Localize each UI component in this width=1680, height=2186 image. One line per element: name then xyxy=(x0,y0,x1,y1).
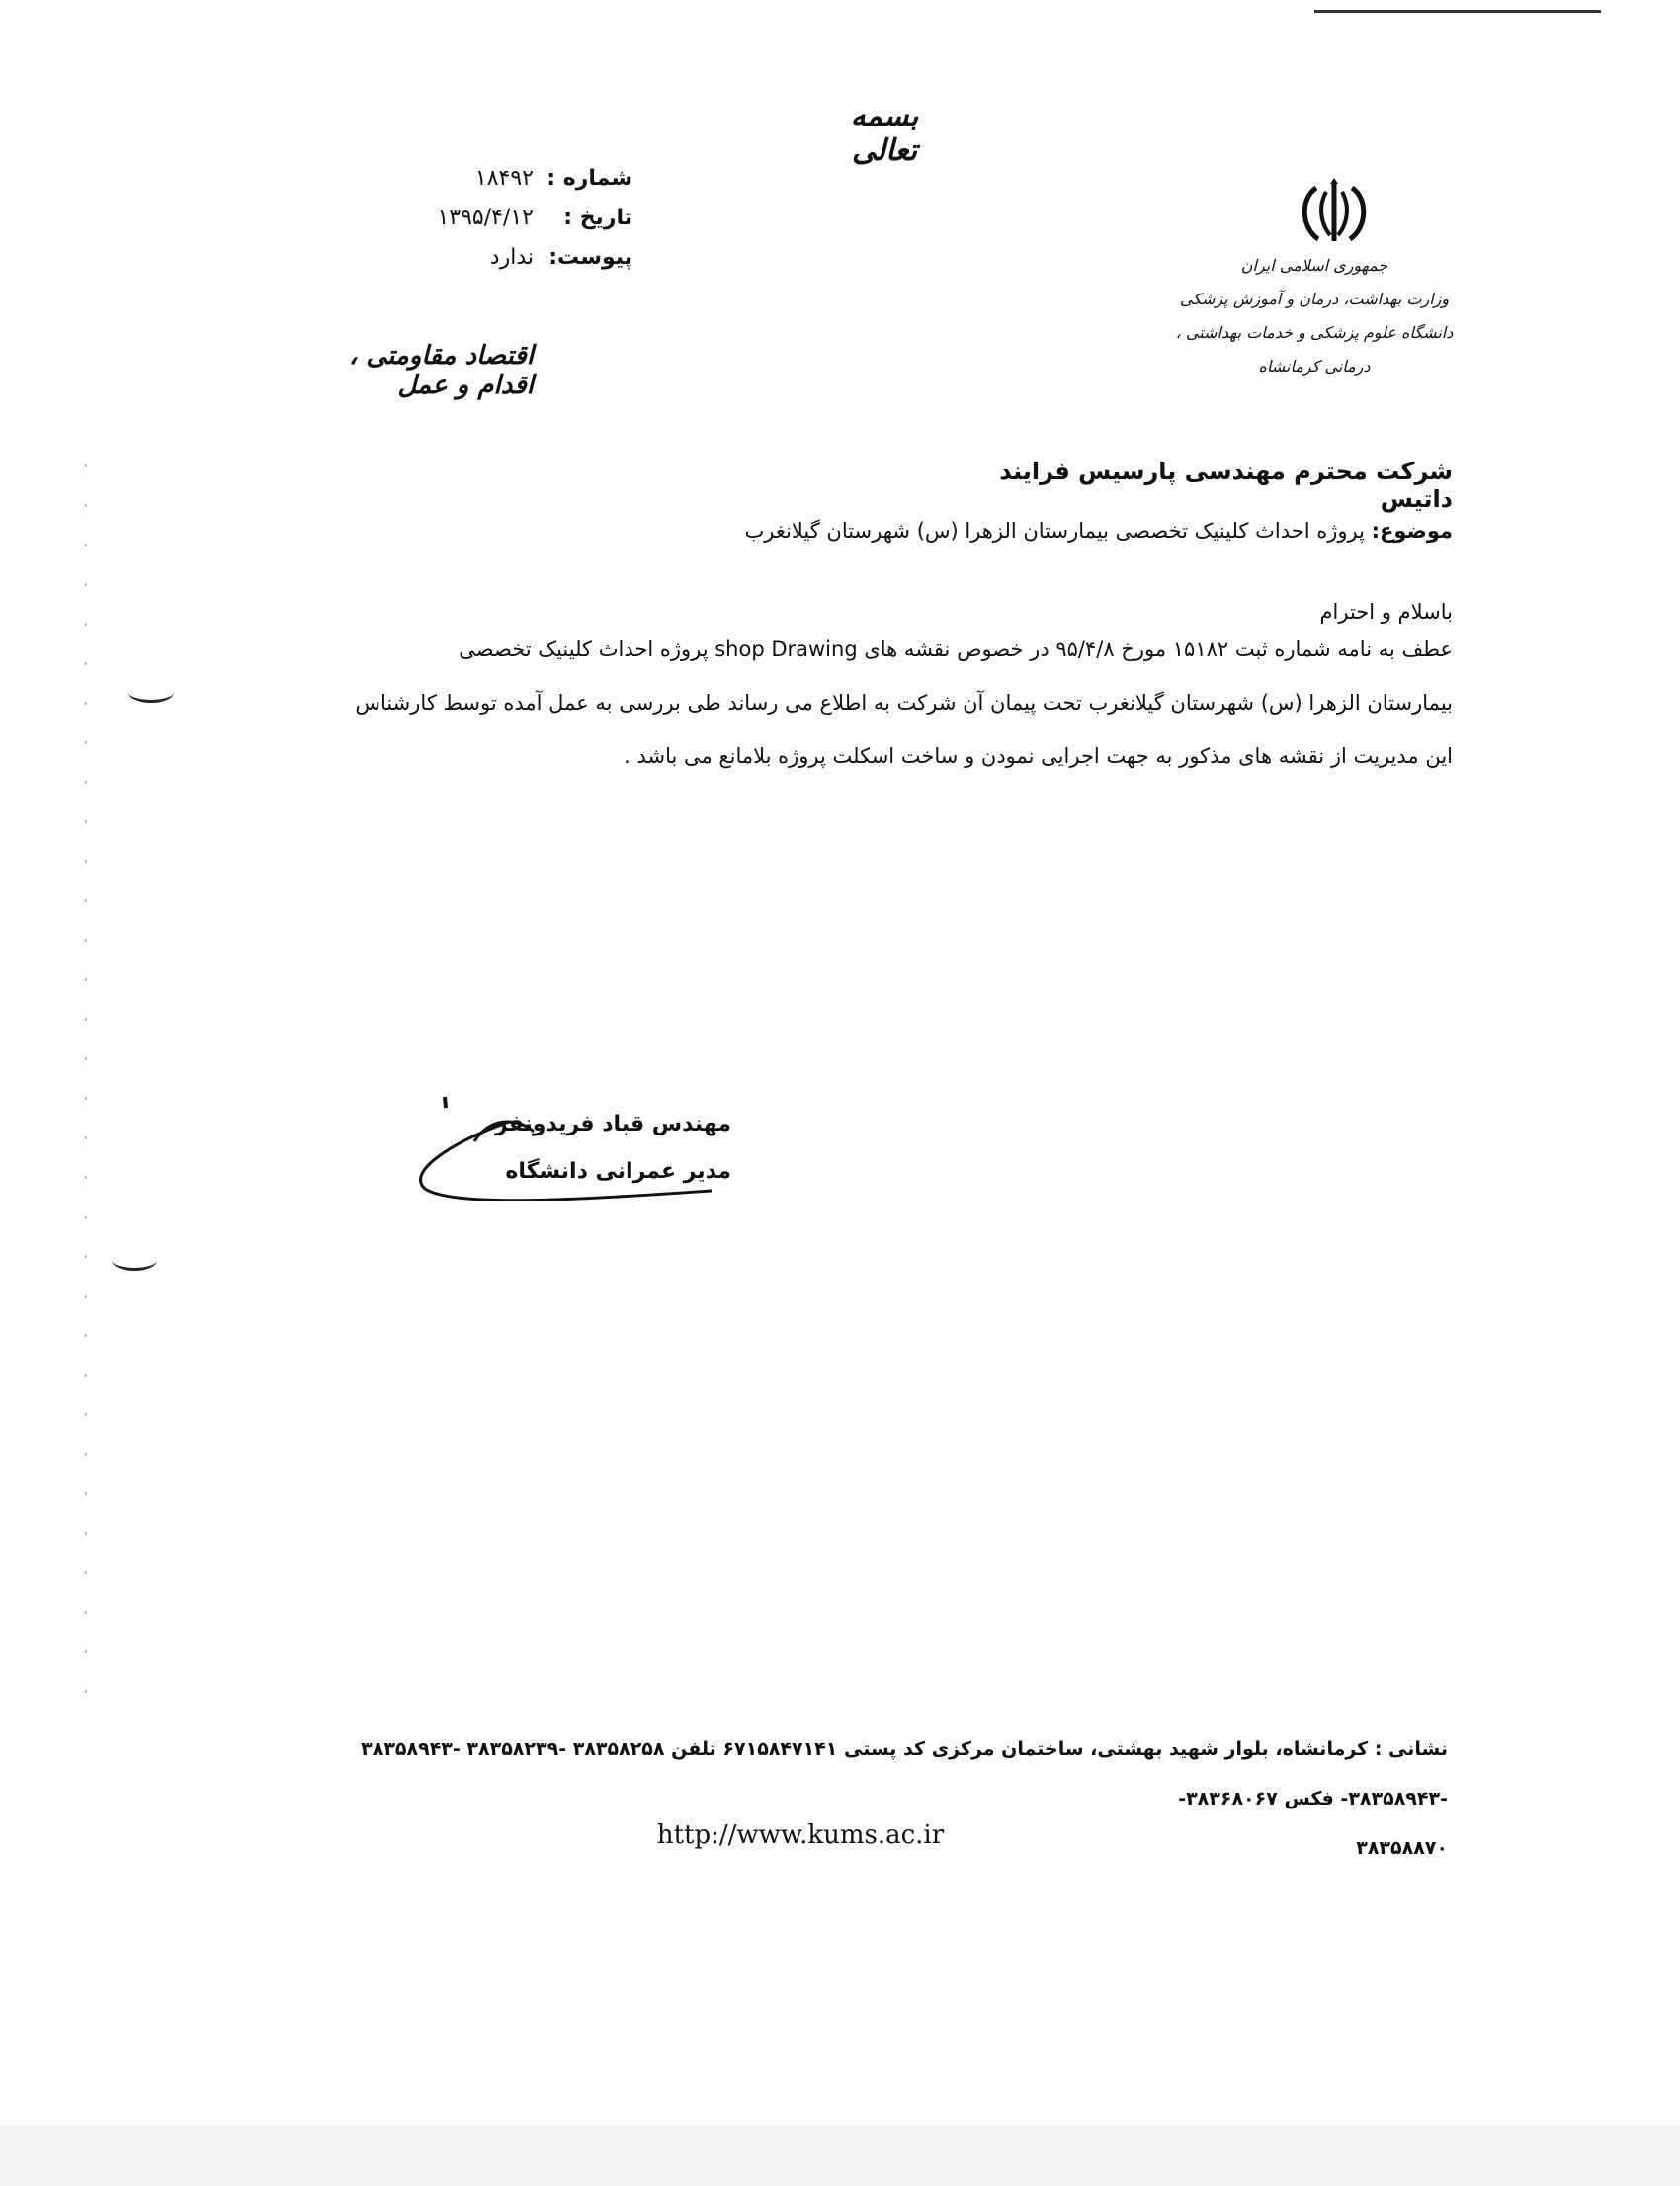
letter-date-row xyxy=(385,198,632,237)
punch-mark xyxy=(112,1250,157,1271)
letter-number-row xyxy=(385,158,632,198)
body-line: عطف به نامه شماره ثبت ۱۵۱۸۲ مورخ ۹۵/۴/۸ در خصوص نقشه های shop Drawing پروژه احداث کلینیک تخصصی xyxy=(459,637,1453,661)
signature-scrawl xyxy=(415,1092,731,1201)
greeting: باسلام و احترام xyxy=(1319,600,1453,624)
signatory-title: مدیر عمرانی دانشگاه xyxy=(505,1159,731,1184)
punch-mark xyxy=(128,682,174,703)
attachment-value: ندارد xyxy=(489,244,534,270)
address-line: نشانی : کرمانشاه، بلوار شهید بهشتی، ساختمان مرکزی کد پستی ۶۷۱۵۸۴۷۱۴۱ تلفن ۳۸۳۵۸۲۵۸ -۳۸۳۵۸۲۳۹ -۳۸۳۵۸۹۴۳ -۳۸۳۵۸۹۴۳- فکس ۳۸۳۶۸۰۶۷- xyxy=(361,1738,1448,1809)
footer-address xyxy=(262,1724,1448,1873)
signature-block xyxy=(415,1112,731,1211)
letter-meta xyxy=(385,158,632,277)
header-line: وزارت بهداشت، درمان و آموزش پزشکی xyxy=(1179,290,1450,308)
slogan: اقتصاد مقاومتی ، اقدام و عمل xyxy=(348,341,534,400)
scan-edge-line xyxy=(1314,10,1601,13)
left-margin-dots xyxy=(85,464,87,1700)
header-line: جمهوری اسلامی ایران xyxy=(1240,256,1388,275)
number-label: شماره : xyxy=(546,165,632,191)
emblem-icon xyxy=(1295,178,1374,247)
website-link[interactable]: http://www.kums.ac.ir xyxy=(656,1820,945,1850)
number-value: ۱۸۴۹۲ xyxy=(474,165,534,191)
header-line: دانشگاه علوم پزشکی و خدمات بهداشتی ، درمانی کرمانشاه xyxy=(1175,323,1454,376)
body-line: این مدیریت از نقشه های مذکور به جهت اجرایی نمودن و ساخت اسکلت پروژه بلامانع می باشد . xyxy=(624,744,1453,768)
scan-bottom-edge xyxy=(0,2125,1680,2186)
body-line: بیمارستان الزهرا (س) شهرستان گیلانغرب تحت پیمان آن شرکت به اطلاع می رساند طی بررسی به عمل آمده توسط کارشناس xyxy=(355,691,1453,715)
letter-attachment-row xyxy=(385,237,632,277)
letter-body xyxy=(245,623,1453,783)
attachment-label: پیوست: xyxy=(548,244,632,270)
signatory-name: مهندس قباد فریدونفر xyxy=(495,1112,731,1136)
subject-line xyxy=(692,519,1453,543)
date-value: ۱۳۹۵/۴/۱۲ xyxy=(437,205,534,230)
basmala-heading: بسمه تعالی xyxy=(850,99,919,168)
address-line: ۳۸۳۵۸۸۷۰ xyxy=(1356,1837,1448,1859)
subject-text: پروژه احداث کلینیک تخصصی بیمارستان الزهرا (س) شهرستان گیلانغرب xyxy=(744,519,1365,543)
date-label: تاریخ : xyxy=(563,205,632,230)
subject-label: موضوع: xyxy=(1371,519,1453,543)
recipient: شرکت محترم مهندسی پارسیس فرایند داتیس xyxy=(999,458,1453,513)
ministry-header xyxy=(1166,249,1463,383)
